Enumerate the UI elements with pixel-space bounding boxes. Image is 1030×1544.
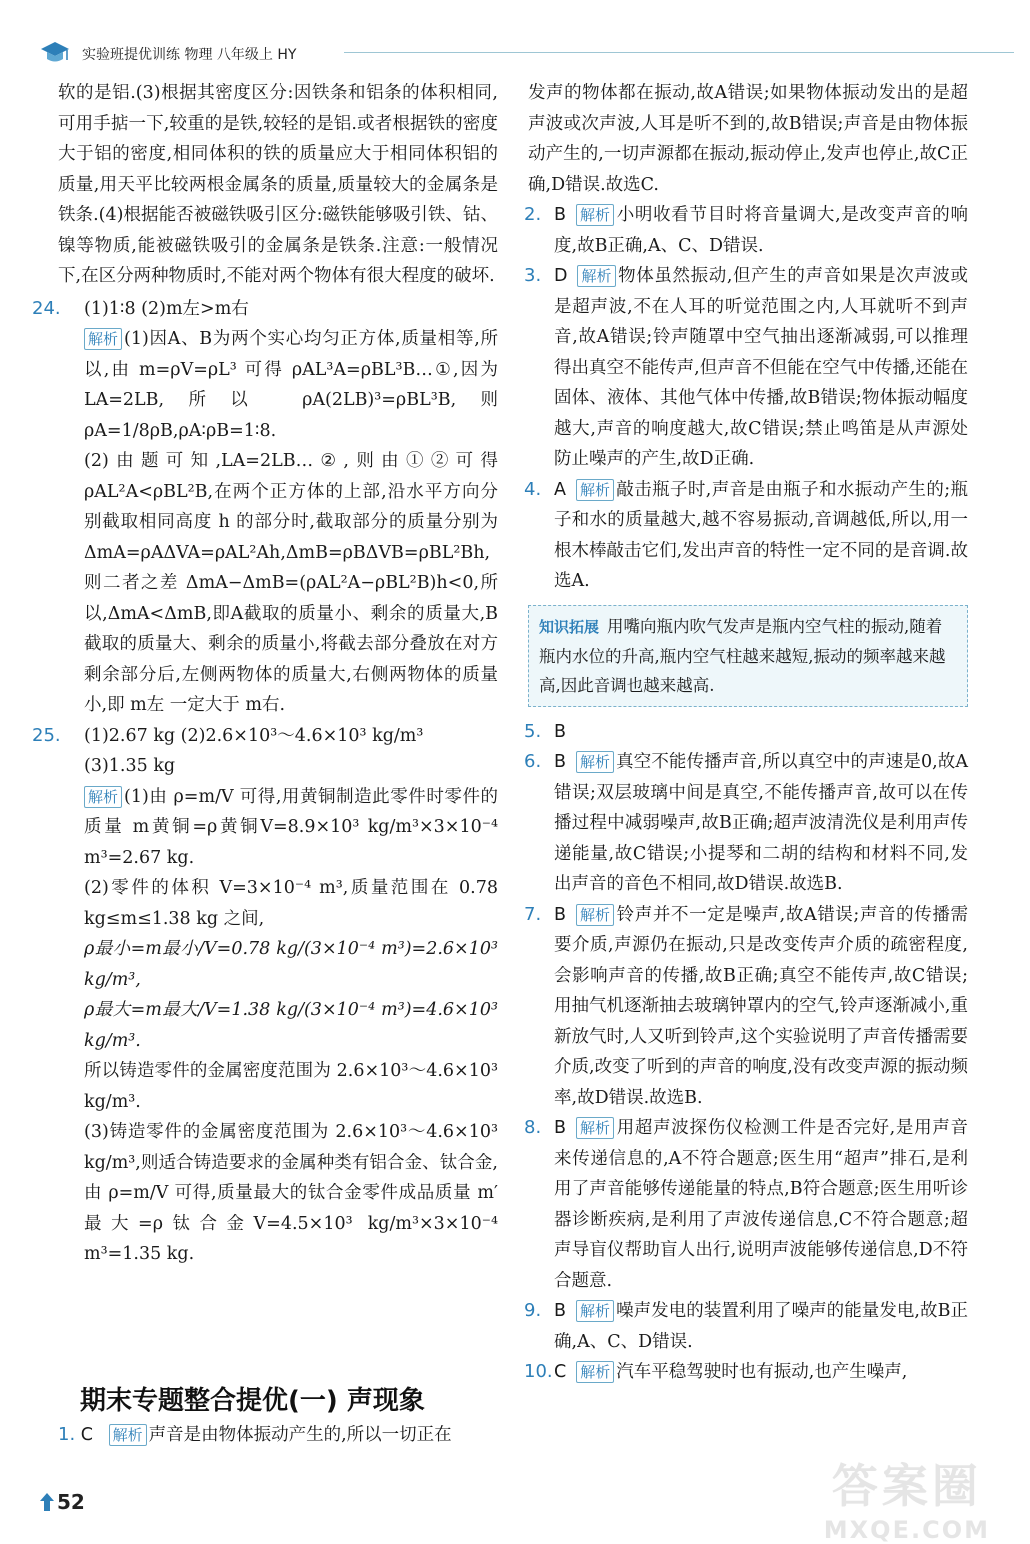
analysis-text: 噪声发电的装置利用了噪声的能量发电,故B正确,A、C、D错误. [554, 1301, 968, 1352]
page-number-text: 52 [57, 1490, 85, 1514]
question-number: 1. [58, 1424, 76, 1445]
analysis-tag: 解析 [576, 1361, 614, 1383]
question-number: 4. [524, 478, 542, 500]
knowledge-extension-box [528, 605, 968, 707]
equation-max: ρ最大=m最大/V=1.38 kg/(3×10⁻⁴ m³)=4.6×10³ kg/m³. [84, 1000, 498, 1051]
question-number: 24. [32, 297, 61, 319]
question-number: 8. [524, 1117, 542, 1138]
analysis-tag: 解析 [576, 1117, 614, 1139]
analysis-tag: 解析 [576, 204, 614, 226]
header-rule [344, 52, 1014, 53]
question-4 [524, 475, 968, 597]
analysis-text: 铃声并不一定是噪声,故A错误;声音的传播需要介质,声源仍在振动,只是改变传声介质的疏密程度,会影响声音的传播,故B正确;真空不能传声,故C错误;用抽气机逐渐抽去玻璃钟罩内的空气,铃声逐渐减小,重新放气时,人又听到铃声,这个实验说明了声音传播需要介质,改变了听到的声音的响度,没有改变声源的振动频率,故D错误.故选B. [554, 904, 968, 1108]
analysis-tag: 解析 [84, 786, 122, 808]
header-title: 实验班提优训练 物理 八年级上 HY [82, 47, 297, 63]
question-25 [32, 721, 498, 1270]
section-title: 期末专题整合提优(一) 声现象 [80, 1386, 425, 1416]
graduation-cap-icon [40, 40, 70, 66]
analysis-paragraph-4: (3)铸造零件的金属密度范围为 2.6×10³～4.6×10³ kg/m³,则适合铸造要求的金属种类有铝合金、钛合金,由 ρ=m/V 可得,质量最大的钛合金零件成品质量 m′最大=ρ钛合金V=4.5×10³ kg/m³×3×10⁻⁴ m³=1.35 kg. [84, 1122, 498, 1264]
page-number [40, 1490, 85, 1514]
watermark-logo-text: 答案圈 [831, 1459, 982, 1513]
analysis-text: 物体虽然振动,但产生的声音如果是次声波或是超声波,不在人耳的听觉范围之内,人耳就听不到声音,故A错误;铃声随罩中空气抽出逐渐减弱,可以推理得出真空不能传声,但声音不但能在空气中传播,还能在固体、液体、其他气体中传播,故B错误;物体振动幅度越大,声音的响度越大,故C错误;禁止鸣笛是从声源处防止噪声的产生,故D正确. [554, 266, 968, 469]
question-1 [58, 1420, 508, 1450]
question-answer: A [554, 479, 566, 500]
question-answer: B [554, 1301, 567, 1321]
question-3 [524, 261, 968, 475]
watermark [824, 1450, 990, 1544]
equation-min: ρ最小=m最小/V=0.78 kg/(3×10⁻⁴ m³)=2.6×10³ kg/m³, [84, 939, 498, 990]
analysis-text: 敲击瓶子时,声音是由瓶子和水振动产生的;瓶子和水的质量越大,越不容易振动,音调越低,所以,用一根木棒敲击它们,发出声音的特性一定不同的是音调.故选A. [554, 479, 968, 591]
question-number: 10. [524, 1361, 553, 1382]
question-answer: C [80, 1425, 93, 1445]
continued-paragraph: 软的是铝.(3)根据其密度区分:因铁条和铝条的体积相同,可用手掂一下,较重的是铁,较轻的是铝.或者根据铁的密度大于铝的密度,相同体积的铁的质量应大于相同体积铝的质量,用天平比较两根金属条的质量,质量较大的金属条是铁条.(4)根据能否被磁铁吸引区分:磁铁能够吸引铁、钴、镍等物质,能被磁铁吸引的金属条是铁条.注意:一般情况下,在区分两种物质时,不能对两个物体有很大程度的破坏. [58, 83, 498, 286]
analysis-paragraph [58, 324, 498, 446]
page-header [40, 38, 980, 72]
question-answer: B [554, 752, 567, 772]
analysis-tag: 解析 [576, 479, 614, 501]
question-answer: B [554, 205, 567, 225]
question-9 [524, 1296, 968, 1357]
question-7 [524, 900, 968, 1114]
question-answer: C [554, 1362, 567, 1382]
analysis-tag: 解析 [109, 1424, 147, 1446]
question-number: 2. [524, 204, 542, 225]
extension-label: 知识拓展 [539, 617, 600, 636]
analysis-text: 小明收看节目时将音量调大,是改变声音的响度,故B正确,A、C、D错误. [554, 205, 968, 256]
analysis-tag: 解析 [576, 904, 614, 926]
q1-continued: 发声的物体都在振动,故A错误;如果物体振动发出的是超声波或次声波,人耳是听不到的,故B错误;声音是由物体振动产生的,一切声源都在振动,振动停止,发声也停止,故C正确,D错误.故选C. [528, 83, 968, 195]
question-answer-3: (3)1.35 kg [84, 756, 176, 776]
question-answer: (1)2.67 kg (2)2.6×10³～4.6×10³ kg/m³ [84, 725, 424, 746]
question-number: 9. [524, 1300, 542, 1321]
analysis-tag: 解析 [84, 328, 122, 350]
watermark-url: MXQE.COM [823, 1516, 990, 1544]
question-10 [524, 1357, 968, 1388]
extension-text: 用嘴向瓶内吹气发声是瓶内空气柱的振动,随着瓶内水位的升高,瓶内空气柱越来越短,振动的频率越来越高,因此音调也越来越高. [539, 616, 946, 695]
left-column [32, 78, 498, 1270]
question-5 [524, 717, 968, 748]
analysis-paragraph [58, 782, 498, 874]
up-arrow-icon [40, 1493, 54, 1511]
right-column [524, 78, 968, 1388]
question-answer: (1)1∶8 (2)m左>m右 [84, 298, 249, 319]
analysis-text: 声音是由物体振动产生的,所以一切正在 [148, 1425, 452, 1445]
analysis-text: 汽车平稳驾驶时也有振动,也产生噪声, [616, 1362, 908, 1382]
question-answer: B [554, 904, 567, 925]
analysis-paragraph-2: (2)零件的体积 V=3×10⁻⁴ m³,质量范围在 0.78 kg≤m≤1.38 kg 之间, [84, 878, 498, 929]
question-number: 6. [524, 751, 542, 772]
question-answer: B [554, 721, 567, 742]
analysis-text: 真空不能传播声音,所以真空中的声速是0,故A错误;双层玻璃中间是真空,不能传播声音,故可以在传播过程中减弱噪声,故B正确;超声波清洗仪是利用声传递能量,故C错误;小提琴和二胡的结构和材料不同,发出声音的音色不相同,故D错误.故选B. [554, 752, 968, 894]
question-answer: D [554, 266, 568, 286]
question-answer: B [554, 1118, 567, 1138]
question-8 [524, 1113, 968, 1296]
question-number: 5. [524, 720, 542, 742]
analysis-tag: 解析 [576, 1300, 614, 1322]
analysis-paragraph-2: (2)由题可知,LA=2LB…②,则由①②可得 ρAL²A<ρBL²B,在两个正方体的上部,沿水平方向分别截取相同高度 h 的部分时,截取部分的质量分别为 ΔmA=ρAΔVA=ρAL²Ah,ΔmB=ρBΔVB=ρBL²Bh,则二者之差 ΔmA−ΔmB=(ρAL²A−ρBL²B)h<0,所以,ΔmA<ΔmB,即A截取的质量小、剩余的质量大,B截取的质量大、剩余的质量小,将截去部分叠放在对方剩余部分后,左侧两物体的质量大,右侧两物体的质量小,即 m左 一定大于 m右. [84, 451, 498, 715]
question-number: 7. [524, 903, 542, 925]
analysis-tag: 解析 [577, 265, 615, 287]
question-2 [524, 200, 968, 261]
question-24 [32, 294, 498, 721]
question-number: 3. [524, 265, 542, 286]
analysis-text: (1)由 ρ=m/V 可得,用黄铜制造此零件时零件的质量 m黄铜=ρ黄铜V=8.9×10³ kg/m³×3×10⁻⁴ m³=2.67 kg. [84, 786, 498, 868]
analysis-tag: 解析 [576, 751, 614, 773]
question-number: 25. [32, 724, 61, 746]
analysis-paragraph-3: 所以铸造零件的金属密度范围为 2.6×10³～4.6×10³ kg/m³. [84, 1061, 498, 1112]
question-6 [524, 747, 968, 900]
analysis-text: 用超声波探伤仪检测工件是否完好,是用声音来传递信息的,A不符合题意;医生用“超声”排石,是利用了声音能够传递能量的特点,B符合题意;医生用听诊器诊断疾病,是利用了声波传递信息,C不符合题意;超声导盲仪帮助盲人出行,说明声波能够传递信息,D不符合题意. [554, 1118, 968, 1291]
analysis-text: (1)因A、B为两个实心均匀正方体,质量相等,所以,由 m=ρV=ρL³ 可得 ρAL³A=ρBL³B…①,因为 LA=2LB,所以 ρA(2LB)³=ρBL³B,则 ρA=1/8ρB,ρA∶ρB=1∶8. [84, 329, 498, 441]
